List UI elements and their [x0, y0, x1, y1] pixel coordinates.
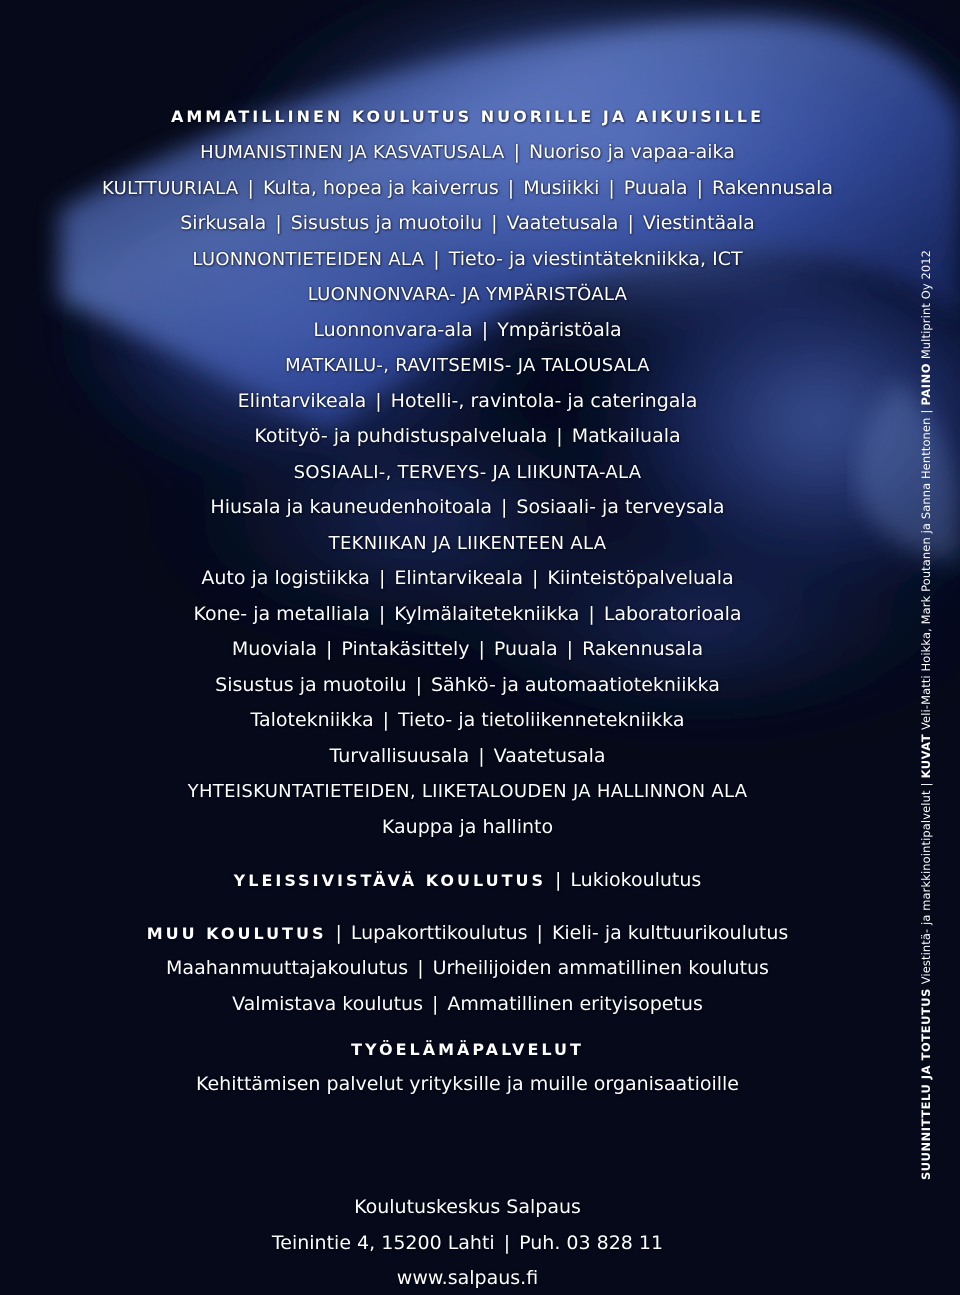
list-line-ammatillinen: Hiusala ja kauneudenhoitoala | Sosiaali- ja terveysala	[210, 496, 725, 518]
list-line-ammatillinen: HUMANISTINEN JA KASVATUSALA | Nuoriso ja vapaa-aika	[200, 141, 735, 163]
list-line-ammatillinen-part: Elintarvikeala	[394, 567, 523, 589]
section-title-yleissivistava: YLEISSIVISTÄVÄ KOULUTUS	[233, 871, 547, 890]
list-line-ammatillinen-part: Viestintäala	[642, 212, 755, 234]
list-line-muu: Valmistava koulutus | Ammatillinen erityisopetus	[232, 992, 703, 1015]
contact-url[interactable]: www.salpaus.fi	[396, 1267, 539, 1289]
list-line-ammatillinen-part: Puuala	[623, 176, 688, 199]
list-line-ammatillinen-part: YHTEISKUNTATIETEIDEN, LIIKETALOUDEN JA HALLINNON ALA	[187, 781, 748, 802]
list-line-ammatillinen-part: LUONNONTIETEIDEN ALA	[192, 248, 425, 270]
list-line-muu: Maahanmuuttajakoulutus | Urheilijoiden ammatillinen koulutus	[166, 957, 769, 979]
credits-design-value: Viestintä- ja markkinointipalvelut	[919, 790, 933, 985]
list-line-ammatillinen-part: Laboratorioala	[603, 602, 742, 625]
section-muu: MUU KOULUTUS | Lupakorttikoulutus | Kieli- ja kulttuurikoulutus	[146, 922, 789, 944]
list-line-muu-part: Valmistava koulutus	[232, 992, 423, 1015]
list-line-ammatillinen: Elintarvikeala | Hotelli-, ravintola- ja cateringala	[237, 389, 698, 412]
list-line-ammatillinen: LUONNONTIETEIDEN ALA | Tieto- ja viestintätekniikka, ICT	[192, 247, 743, 270]
list-line-ammatillinen	[0, 778, 935, 805]
list-line-ammatillinen-part: MATKAILU-, RAVITSEMIS- JA TALOUSALA	[285, 355, 650, 376]
contact-address: Teinintie 4, 15200 Lahti	[271, 1232, 495, 1254]
list-line-ammatillinen: Sisustus ja muotoilu | Sähkö- ja automaatiotekniikka	[215, 673, 720, 696]
list-line-ammatillinen-part: Hiusala ja kauneudenhoitoala	[210, 496, 492, 518]
list-line-ammatillinen	[0, 814, 935, 840]
contact-phone: Puh. 03 828 11	[519, 1232, 664, 1254]
list-line-ammatillinen-part: Sosiaali- ja terveysala	[516, 496, 725, 518]
list-line-ammatillinen: Luonnonvara-ala | Ympäristöala	[313, 318, 622, 341]
list-line-ammatillinen: Talotekniikka | Tieto- ja tietoliikennetekniikka	[250, 709, 685, 731]
list-line-ammatillinen-part: Matkailuala	[571, 425, 681, 447]
list-line-ammatillinen-part: Puuala	[493, 638, 558, 660]
list-line-ammatillinen: Sirkusala | Sisustus ja muotoilu | Vaatetusala | Viestintäala	[180, 212, 755, 234]
list-line-ammatillinen-part: Sisustus ja muotoilu	[290, 212, 483, 234]
list-line-ammatillinen-part: Tieto- ja viestintätekniikka, ICT	[448, 247, 743, 270]
credits-print-value: Multiprint Oy 2012	[919, 249, 933, 360]
list-line-ammatillinen-part: Sirkusala	[180, 212, 267, 234]
list-line-ammatillinen-part: Kiinteistöpalveluala	[547, 567, 734, 589]
list-line-ammatillinen-part: Ympäristöala	[497, 318, 622, 341]
credits-design-label: SUUNNITTELU JA TOTEUTUS	[919, 988, 933, 1180]
list-line-ammatillinen	[0, 459, 935, 486]
list-line-ammatillinen-part: KULTTUURIALA	[101, 177, 239, 199]
list-line-ammatillinen-part: Pintakäsittely	[341, 638, 470, 660]
list-line-ammatillinen-part: Rakennusala	[711, 176, 834, 199]
list-line-ammatillinen-part: Vaatetusala	[506, 212, 619, 234]
list-line-ammatillinen-part: Elintarvikeala	[237, 389, 367, 412]
credits-photo-value: Veli-Matti Hoikka, Mark Poutanen ja Sanna Henttonen	[919, 417, 933, 731]
list-line-ammatillinen-part: HUMANISTINEN JA KASVATUSALA	[200, 142, 505, 163]
list-line-ammatillinen-part: SOSIAALI-, TERVEYS- JA LIIKUNTA-ALA	[293, 461, 642, 483]
list-line-ammatillinen-part: Sähkö- ja automaatiotekniikka	[430, 673, 720, 696]
list-line-ammatillinen-part: Kulta, hopea ja kaiverrus	[262, 176, 499, 199]
item-lukiokoulutus: Lukiokoulutus	[570, 869, 702, 891]
list-line-ammatillinen-part: Rakennusala	[582, 638, 704, 660]
list-line-muu-part: Maahanmuuttajakoulutus	[166, 957, 409, 979]
list-line-ammatillinen	[0, 530, 935, 557]
list-line-ammatillinen-part: Kauppa ja hallinto	[381, 815, 554, 838]
item-muu-0: Lupakorttikoulutus	[350, 922, 528, 944]
list-line-ammatillinen: Muoviala | Pintakäsittely | Puuala | Rakennusala	[231, 638, 704, 660]
contact-name: Koulutuskeskus Salpaus	[354, 1196, 581, 1218]
list-line-ammatillinen-part: Nuoriso ja vapaa-aika	[529, 141, 735, 163]
list-line-muu-part: Ammatillinen erityisopetus	[447, 992, 703, 1015]
list-line-ammatillinen-part: TEKNIIKAN JA LIIKENTEEN ALA	[328, 532, 607, 554]
credits-photo-label: KUVAT	[919, 733, 933, 779]
section-title-tyoelama: TYÖELÄMÄPALVELUT	[351, 1040, 584, 1059]
list-line-ammatillinen-part: Kylmälaitetekniikka	[394, 602, 580, 625]
list-line-ammatillinen: Auto ja logistiikka | Elintarvikeala | Kiinteistöpalveluala	[201, 567, 734, 589]
credits-vertical: SUUNNITTELU JA TOTEUTUS Viestintä- ja markkinointipalvelut|KUVAT Veli-Matti Hoikka, Mark Poutanen ja Sanna Henttonen|PAINO Multiprint Oy 2012	[919, 249, 933, 1180]
list-line-ammatillinen	[0, 281, 935, 308]
list-line-muu-part: Urheilijoiden ammatillinen koulutus	[432, 957, 769, 979]
list-line-ammatillinen-part: Luonnonvara-ala	[313, 318, 473, 341]
list-line-ammatillinen: Turvallisuusala | Vaatetusala	[329, 744, 606, 767]
list-line-ammatillinen-part: Turvallisuusala	[329, 744, 470, 767]
list-line-ammatillinen-part: Kone- ja metalliala	[193, 602, 370, 625]
contact-address-line: Teinintie 4, 15200 Lahti | Puh. 03 828 11	[271, 1232, 664, 1254]
list-line-ammatillinen-part: Vaatetusala	[493, 744, 606, 767]
list-line-ammatillinen: Kotityö- ja puhdistuspalveluala | Matkailuala	[254, 425, 681, 447]
list-line-ammatillinen	[0, 352, 935, 379]
list-line-ammatillinen-part: Kotityö- ja puhdistuspalveluala	[254, 425, 548, 447]
list-line-ammatillinen-part: Musiikki	[523, 176, 600, 199]
tyoelama-line: Kehittämisen palvelut yrityksille ja muille organisaatioille	[195, 1073, 739, 1095]
credits-print-label: PAINO	[919, 362, 933, 406]
list-line-ammatillinen-part: Muoviala	[231, 638, 318, 660]
list-line-ammatillinen: Kone- ja metalliala | Kylmälaitetekniikka | Laboratorioala	[193, 602, 742, 625]
list-line-ammatillinen-part: Talotekniikka	[250, 709, 374, 731]
list-line-ammatillinen-part: Tieto- ja tietoliikennetekniikka	[398, 709, 685, 731]
list-line-ammatillinen-part: Sisustus ja muotoilu	[215, 673, 407, 696]
list-line-ammatillinen-part: Auto ja logistiikka	[201, 567, 370, 589]
list-line-ammatillinen-part: Hotelli-, ravintola- ja cateringala	[390, 389, 698, 412]
list-line-ammatillinen-part: LUONNONVARA- JA YMPÄRISTÖALA	[307, 284, 628, 305]
section-yleissivistava: YLEISSIVISTÄVÄ KOULUTUS | Lukiokoulutus	[233, 869, 702, 891]
list-line-ammatillinen: KULTTUURIALA | Kulta, hopea ja kaiverrus | Musiikki | Puuala | Rakennusala	[101, 176, 834, 199]
section-title-ammatillinen: AMMATILLINEN KOULUTUS NUORILLE JA AIKUISILLE	[171, 107, 764, 126]
section-title-muu: MUU KOULUTUS	[146, 924, 327, 943]
item-muu-1: Kieli- ja kulttuurikoulutus	[551, 922, 789, 944]
